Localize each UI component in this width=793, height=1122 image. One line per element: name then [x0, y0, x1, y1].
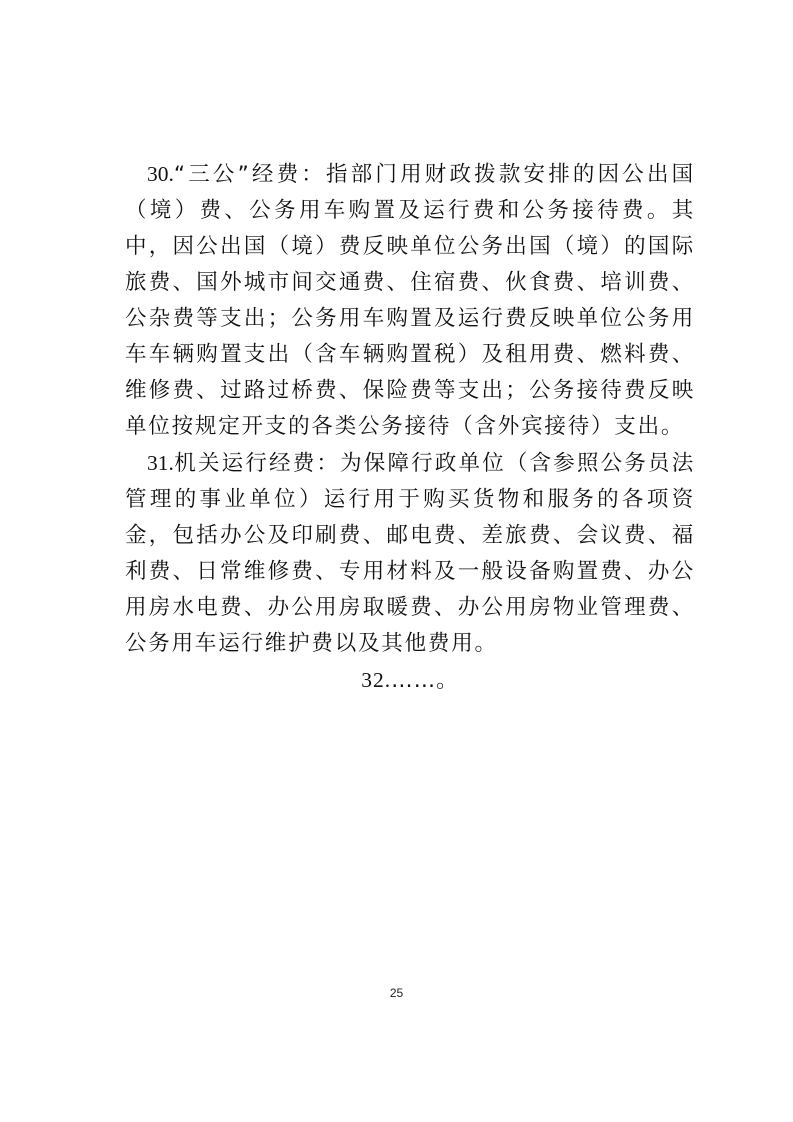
item-30-number: 30.: [147, 162, 174, 186]
item-31-number: 31.: [147, 451, 174, 475]
item-31-paragraph: [125, 445, 695, 662]
item-32-continuation: [125, 662, 695, 699]
item-30-body: 指部门用财政拨款安排的因公出国（境）费、公务用车购置及运行费和公务接待费。其中，因公出国（境）费反映单位公务出国（境）的国际旅费、国外城市间交通费、住宿费、伙食费、培训费、公杂费等支出；公务用车购置及运行费反映单位公务用车车辆购置支出（含车辆购置税）及租用费、燃料费、维修费、过路过桥费、保险费等支出；公务接待费反映单位按规定开支的各类公务接待（含外宾接待）支出。: [125, 162, 695, 439]
item-30-paragraph: [125, 156, 695, 445]
item-31-term: 机关运行经费：: [173, 451, 341, 476]
item-31-body: 为保障行政单位（含参照公务员法管理的事业单位）运行用于购买货物和服务的各项资金，包括办公及印刷费、邮电费、差旅费、会议费、福利费、日常维修费、专用材料及一般设备购置费、办公用房水电费、办公用房取暖费、办公用房物业管理费、公务用车运行维护费以及其他费用。: [125, 451, 695, 656]
item-32-ellipsis: ……。: [391, 668, 459, 693]
content-area: [125, 156, 695, 699]
page-number: 25: [389, 986, 404, 1000]
item-30-term: “三公”经费：: [173, 162, 326, 187]
item-32-number: 32.: [361, 668, 392, 692]
